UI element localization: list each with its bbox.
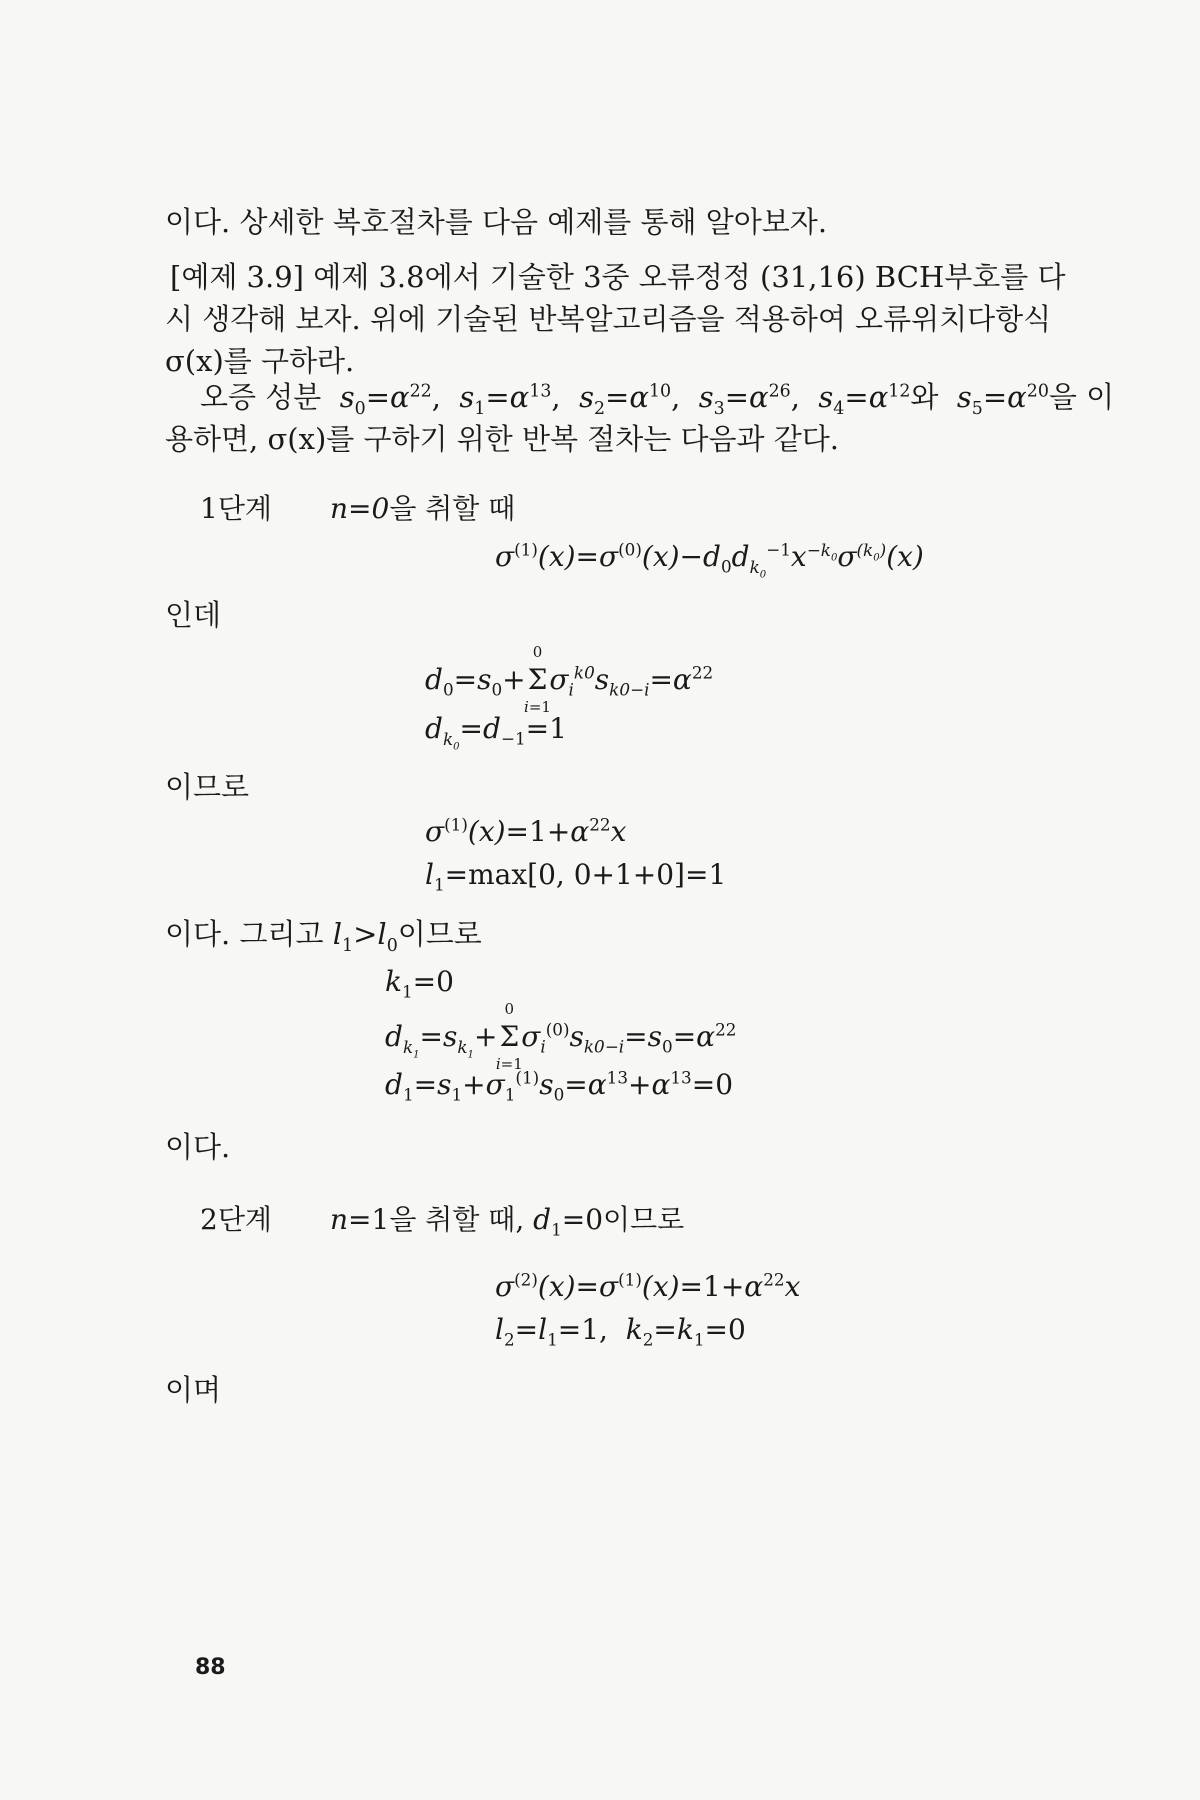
- eq-l1: $l_1=\max[0$, 0+1+0]=1: [425, 858, 727, 895]
- eq-sigma1-def: $\sigma^{(1)}(x)=\sigma^{(0)}(x)-d_0d_{k_0}^{-1}x^{-k_0}\sigma^{(k_0)}(x)$: [495, 539, 924, 580]
- s5-exp: 20: [1026, 381, 1049, 402]
- example-line-3: σ(x)를 구하라.: [165, 344, 355, 378]
- word-ida-geurigo: 이다. 그리고: [165, 917, 324, 951]
- eq-l2-k2: $l_2=l_1=1$, $k_2=k_1=0$: [495, 1313, 746, 1350]
- syndrome-label: 오증 성분: [200, 380, 322, 414]
- syndrome-tail: 을 이: [1048, 380, 1115, 414]
- eq-sigma2: $\sigma^{(2)}(x)=\sigma^{(1)}(x)=1+\alpha^{22}x$: [495, 1269, 801, 1303]
- step1-label: 1단계: [200, 492, 272, 525]
- syndrome-line-2: 용하면, σ(x)를 구하기 위한 반복 절차는 다음과 같다.: [165, 422, 840, 456]
- s0-exp: 22: [409, 381, 432, 402]
- eq-dk0: $d_{k_0}=d_{-1}=1$: [425, 712, 567, 752]
- eq-k1: $k_1=0$: [385, 965, 454, 1002]
- s3-exp: 26: [768, 381, 791, 402]
- intro-line: 이다. 상세한 복호절차를 다음 예제를 통해 알아보자.: [165, 205, 828, 239]
- syndrome-wa: 와: [910, 380, 939, 414]
- line-geurigo: 이다. 그리고 $l_1>l_0$이므로: [165, 917, 482, 956]
- word-imeuro-2: 이므로: [397, 917, 482, 951]
- word-imyeo: 이며: [165, 1373, 222, 1407]
- sum-symbol-2: Σ 0 i=1: [495, 1000, 523, 1073]
- s2-exp: 10: [648, 381, 672, 402]
- sum-symbol: Σ 0 i=1: [524, 643, 551, 716]
- eq-sigma1-result: $\sigma^{(1)}(x)=1+\alpha^{22}x$: [425, 814, 627, 848]
- step2-label: 2단계: [200, 1203, 272, 1236]
- s1-exp: 13: [529, 381, 552, 402]
- example-line-2: 시 생각해 보자. 위에 기술된 반복알고리즘을 적용하여 오류위치다항식: [165, 302, 1052, 336]
- eq-d0: $d_0=s_0+\Sigma$ 0 i=1 $\sigma_i^{k0}s_{k0-i}=\alpha^{22}$: [425, 643, 714, 716]
- word-inde: 인데: [165, 598, 222, 632]
- step2-cond-text: 을 취할 때,: [389, 1203, 525, 1236]
- step1-n: n=0: [330, 492, 390, 525]
- syndrome-line-1: 오증 성분 $s_0=\alpha^{22}$, $s_1=\alpha^{13}$, $s_2=\alpha^{10}$, $s_3=\alpha^{26}$, $s_4=\alpha^{12}$와 $s_5=\alpha^{20}$을 이: [200, 380, 1115, 419]
- step2-tail: 이므로: [603, 1203, 685, 1236]
- eq-d1: $d_1=s_1+\sigma_1^{(1)}s_0=\alpha^{13}+\alpha^{13}=0$: [385, 1067, 734, 1105]
- step1-cond-text: 을 취할 때: [389, 492, 516, 525]
- page-number: 88: [195, 1655, 226, 1680]
- word-ida: 이다.: [165, 1130, 231, 1164]
- example-line-1: [예제 3.9] 예제 3.8에서 기술한 3중 오류정정 (31,16) BCH부호를 다: [170, 260, 1066, 294]
- eq-dk1: $d_{k_1}=s_{k_1}+\Sigma$ 0 i=1 $\sigma_i^{(0)}s_{k0-i}=s_0=\alpha^{22}$: [385, 1000, 737, 1073]
- step1-condition: [330, 487, 515, 527]
- word-imeuro: 이므로: [165, 770, 250, 804]
- step2-condition: n=1을 취할 때, $d_1=0$이므로: [330, 1203, 685, 1240]
- s4-exp: 12: [888, 381, 911, 402]
